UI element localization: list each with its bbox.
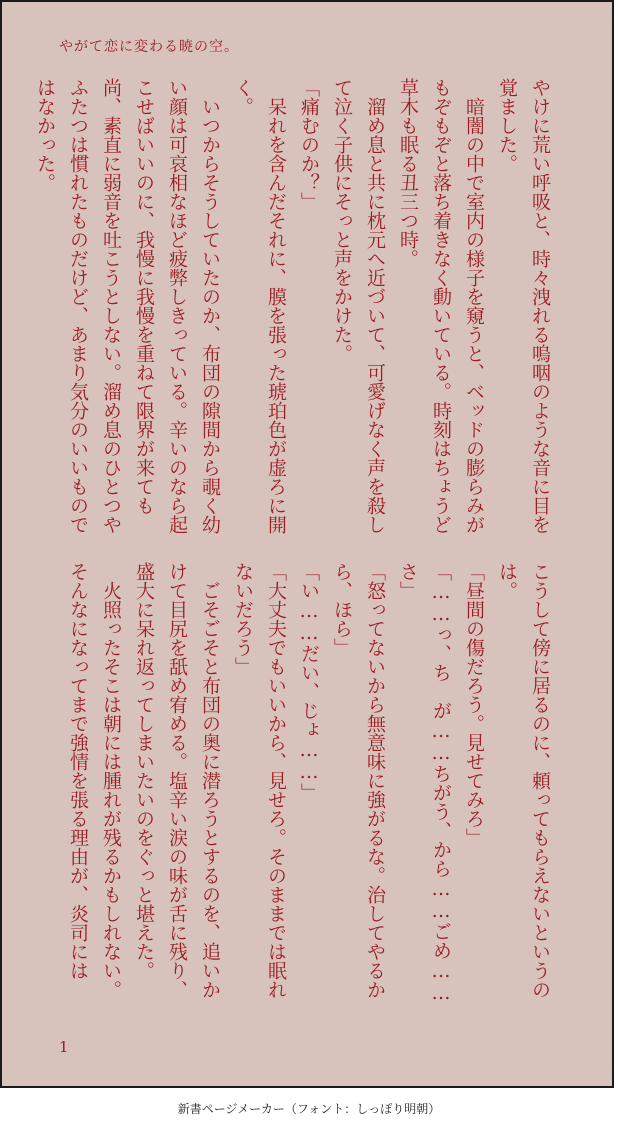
dialogue-line: 「……っ、ち が……ちがう、から……ごめ……さ」 <box>397 562 452 1004</box>
dialogue-line: 「痛むのか？」 <box>298 78 320 211</box>
dialogue-line: 「大丈夫でもいいから、見せろ。そのままでは眠れないだろう」 <box>232 562 287 999</box>
dialogue-line: 「昼間の傷だろう。見せてみろ」 <box>463 562 485 847</box>
upper-text-block <box>36 78 556 548</box>
paragraph: 呆れを含んだそれに、膜を張った琥珀色が虚ろに開く。 <box>232 78 287 534</box>
paragraph: こうして傍に居るのに、頼ってもらえないというのは。 <box>496 562 551 999</box>
paragraph: 暗闇の中で室内の様子を窺うと、ベッドの膨らみがもぞもぞと落ち着きなく動いている。時刻はちょうど草木も眠る丑三つ時。 <box>397 78 485 534</box>
dialogue-line: 「怒ってないから無意味に強がるな。治してやるから、ほら」 <box>331 562 386 999</box>
paragraph: やけに荒い呼吸と、時々洩れる嗚咽のような音に目を覚ました。 <box>496 78 551 534</box>
paragraph: いつからそうしていたのか、布団の隙間から覗く幼い顔は可哀相なほど疲弊しきっている。辛いのなら起こせばいいのに、我慢に我慢を重ねて限界が来ても尚、素直に弱音を吐こうとしない。溜め息のひとつやふたつは慣れたものだけど、あまり気分のいいものではなかった。 <box>34 78 221 534</box>
paragraph: 溜め息と共に枕元へ近づいて、可愛げなく声を殺して泣く子供にそっと声をかけた。 <box>331 78 386 534</box>
dialogue-line: 「い……だい、じょ……」 <box>298 562 320 802</box>
lower-text-block <box>36 562 556 1017</box>
paragraph: ごそごそと布団の奥に潜ろうとするのを、追いかけて目尻を舐め宥める。塩辛い涙の味が舌に残り、盛大に呆れ返ってしまいたいのをぐっと堪えた。 <box>133 562 221 999</box>
page-number: 1 <box>59 1038 69 1056</box>
running-title: やがて恋に変わる暁の空。 <box>59 39 239 55</box>
footer-credit: 新書ページメーカー（フォント：しっぽり明朝） <box>177 1102 441 1116</box>
paragraph: 火照ったそこは朝には腫れが残るかもしれない。そんなになってまで強情を張る理由が、炎司には <box>67 562 122 999</box>
